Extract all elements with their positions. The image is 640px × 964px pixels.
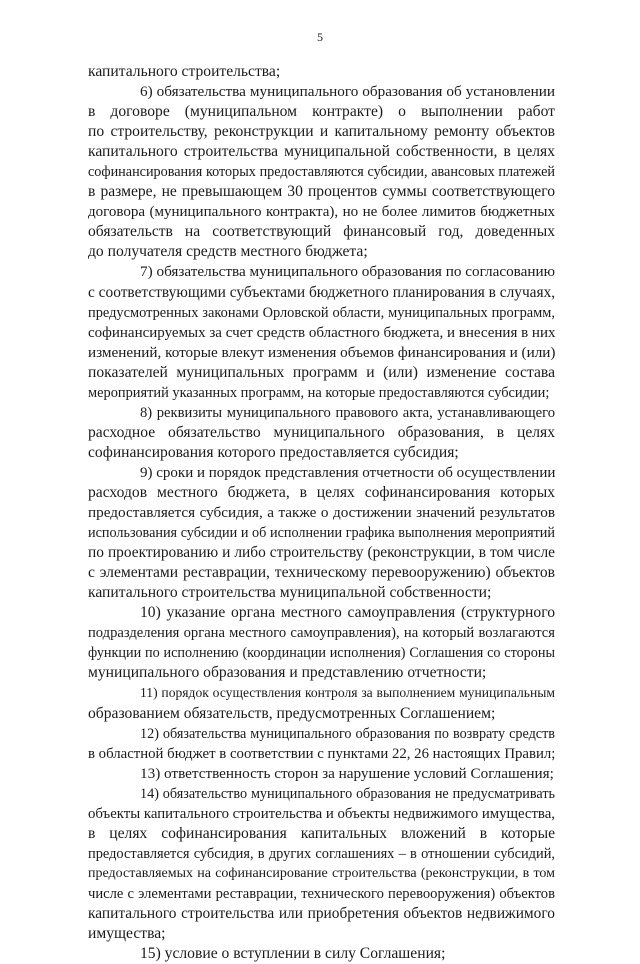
text-line: образованием обязательств, предусмотренных Соглашением; [88,704,496,722]
text-line: 9) сроки и порядок представления отчетности об осуществлении [140,464,556,481]
document-body [88,62,555,964]
page-number: 5 [317,30,323,44]
text-line: капитального строительства; [88,63,281,80]
text-line: использования субсидии и об исполнении графика выполнения мероприятий [88,525,555,542]
text-line: софинансирования которого предоставляется субсидия; [88,443,459,461]
text-line: предоставляется субсидия, в других соглашениях – в отношении субсидий, [88,845,555,862]
text-line: обязательств на соответствующий финансовый год, доведенных [88,223,555,241]
text-line: функции по исполнению (координации исполнения) Соглашения со стороны [88,645,555,662]
text-line: договора (муниципального контракта), но не более лимитов бюджетных [88,204,555,221]
text-line: расходов местного бюджета, в целях софинансирования которых [88,483,555,501]
text-line: изменений, которые влекут изменения объемов финансирования и (или) [88,343,556,361]
text-line: 8) реквизиты муниципального правового акта, устанавливающего [140,404,555,421]
text-line: 14) обязательство муниципального образования не предусматривать [140,785,555,802]
text-line: предусмотренных законами Орловской области, муниципальных программ, [88,304,555,321]
text-line: имущества; [88,925,166,943]
text-line: подразделения органа местного самоуправления), на который возлагаются [88,625,555,642]
text-line: до получателя средств местного бюджета; [88,243,368,261]
text-line: по строительству, реконструкции и капитальному ремонту объектов [88,123,555,141]
text-line: предоставляемых на софинансирование строительства (реконструкции, в том [88,865,555,881]
text-line: капитального строительства или приобретения объектов недвижимого [88,904,555,922]
text-line: в областной бюджет в соответствии с пунктами 22, 26 настоящих Правил; [88,745,556,762]
text-line: 15) условие о вступлении в силу Соглашения; [140,945,446,963]
text-line: капитального строительства муниципальной собственности, в целях [88,143,555,161]
text-line: в размере, не превышающем 30 процентов суммы соответствующего [88,183,555,201]
text-line: объекты капитального строительства и объекты недвижимого имущества, [88,805,555,822]
text-line: софинансируемых за счет средств областного бюджета, и внесения в них [88,324,556,341]
text-line: 11) порядок осуществления контроля за выполнением муниципальным [140,685,555,701]
text-line: с элементами реставрации, техническому перевооружению) объектов [88,564,555,582]
text-line: 7) обязательства муниципального образования по согласованию [140,263,555,281]
text-line: мероприятий указанных программ, на которые предоставляются субсидии; [88,384,550,401]
text-line: расходное обязательство муниципального образования, в целях [88,423,555,441]
text-line: в договоре (муниципальном контракте) о выполнении работ [88,103,555,121]
text-line: капитального строительства муниципальной собственности; [88,584,492,602]
text-line: 10) указание органа местного самоуправления (структурного [140,604,555,622]
text-line: муниципального образования и представлению отчетности; [88,664,487,682]
text-line: софинансирования которых предоставляются субсидии, авансовых платежей [88,164,555,181]
text-line: в целях софинансирования капитальных вложений в которые [88,824,555,842]
text-line: 6) обязательства муниципального образования об установлении [140,83,555,101]
text-line: предоставляется субсидия, а также о достижении значений результатов [88,504,555,522]
text-line: по проектированию и либо строительству (реконструкции, в том числе [88,544,555,562]
text-line: 12) обязательства муниципального образования по возврату средств [140,725,555,742]
text-line: показателей муниципальных программ и (или) изменение состава [88,363,555,381]
text-line: числе с элементами реставрации, технического перевооружения) объектов [88,885,555,902]
text-line: с соответствующими субъектами бюджетного планирования в случаях, [88,283,556,301]
text-line: 13) ответственность сторон за нарушение условий Соглашения; [140,764,554,782]
